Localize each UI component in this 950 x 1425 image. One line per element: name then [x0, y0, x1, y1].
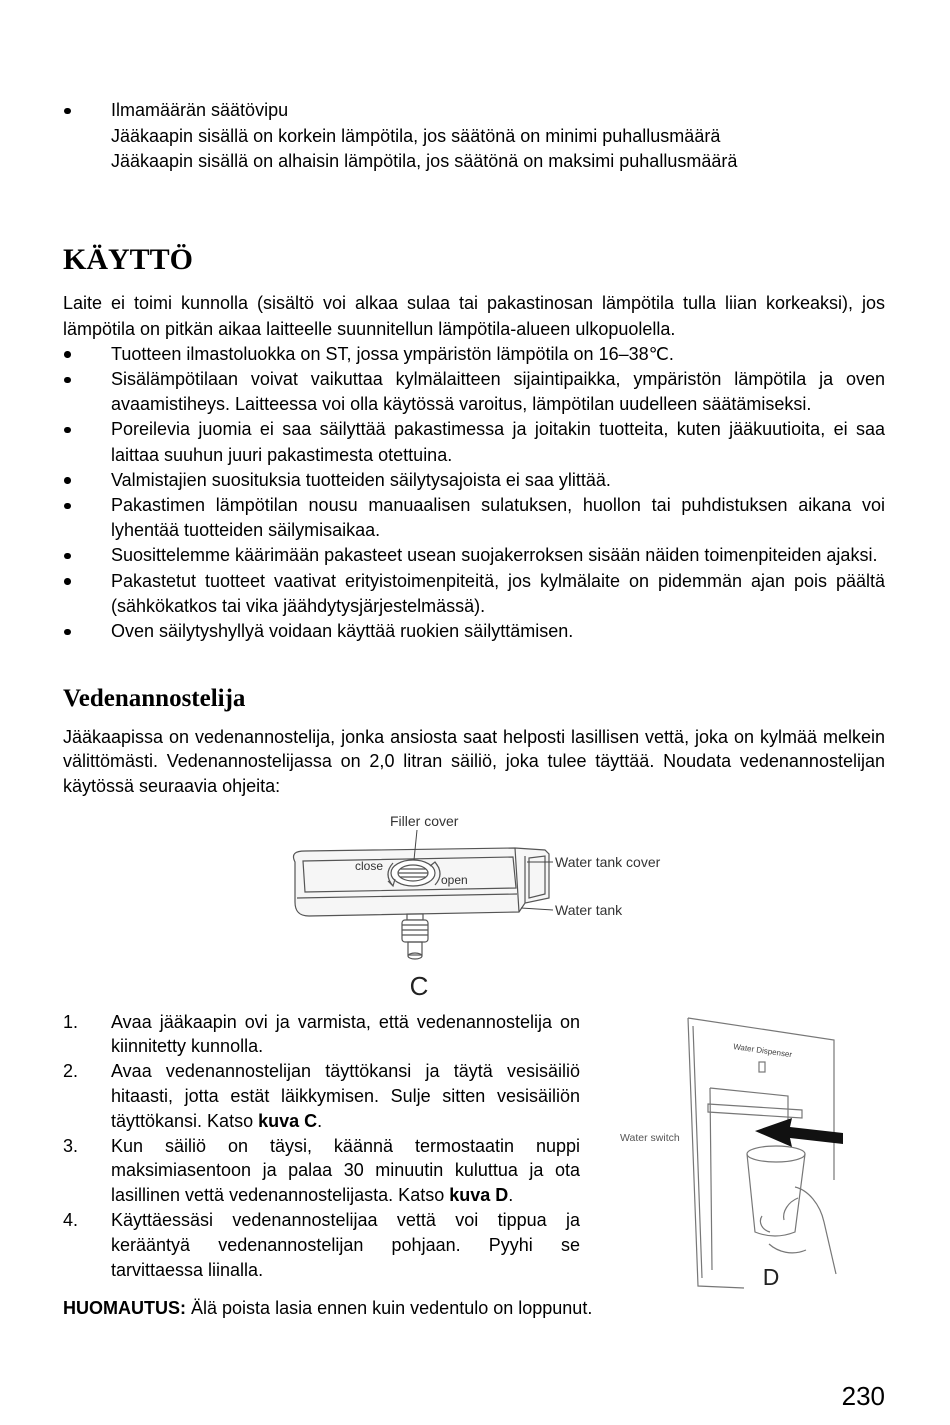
figure-c-caption: C	[409, 971, 429, 1001]
water-switch-label: Water switch	[620, 1132, 680, 1144]
bullet-subline: Jääkaapin sisällä on korkein lämpötila, jos säätönä on minimi puhallusmäärä	[111, 125, 721, 146]
usage-intro: Laite ei toimi kunnolla (sisältö voi alkaa sulaa tai pakastinosan lämpötila tulla liian korkeaksi), jos lämpötila on pitkän aikaa laitteelle suunnitellun lämpötila-alueen ulkopuolella.	[63, 293, 885, 339]
note-text: Älä poista lasia ennen kuin vedentulo on loppunut.	[191, 1297, 593, 1318]
bullet-text: Pakastimen lämpötilan nousu manuaalisen sulatuksen, huollon tai puhdistuksen aikana voi lyhentää tuotteiden säilymisaikaa.	[111, 495, 885, 541]
filler-cover-label: Filler cover	[390, 813, 459, 829]
open-label: open	[441, 873, 468, 887]
tank-cover-label: Water tank cover	[555, 854, 661, 870]
step-end: .	[317, 1110, 323, 1131]
bullet-text: Poreilevia juomia ei saa säilyttää pakastimessa ja joitakin tuotteita, kuten jääkuutioita, ei saa laittaa suuhun juuri pakastimesta otettuina.	[111, 419, 885, 465]
bullet-item	[63, 493, 885, 543]
figure-d-water-dispenser	[612, 1012, 852, 1297]
step-end: .	[508, 1185, 514, 1206]
bullet-text: Valmistajien suosituksia tuotteiden säilytysajoista ei saa ylittää.	[111, 469, 611, 490]
bullet-item	[63, 417, 885, 467]
bullet-text: Sisälämpötilaan voivat vaikuttaa kylmälaitteen sijaintipaikka, ympäristön lämpötila ja oven avaamistiheys. Laitteessa voi olla käytössä varoitus, lämpötilan uudelleen säätämiseksi.	[111, 369, 885, 415]
bullet-item	[63, 342, 885, 367]
bullet-dot	[64, 477, 71, 484]
bullet-title: Ilmamäärän säätövipu	[111, 100, 289, 121]
cup-icon	[747, 1146, 805, 1236]
dispenser-symbol-icon	[759, 1062, 765, 1072]
hand-icon	[760, 1187, 836, 1274]
bullet-dot	[64, 553, 71, 560]
step-number: 1.	[63, 1011, 79, 1032]
bullet-dot	[64, 578, 71, 585]
step-number: 4.	[63, 1209, 79, 1230]
bullet-text: Pakastetut tuotteet vaativat erityistoimenpiteitä, jos kylmälaite on pidemmän ajan pois päältä (sähkökatkos tai vika jäähdytysjärjestelmässä).	[111, 570, 885, 616]
bullet-item	[63, 543, 885, 568]
arrow-icon	[755, 1118, 843, 1147]
filler-cover-icon	[391, 860, 435, 886]
step-text: Käyttäessäsi vedenannostelijaa vettä voi tippua ja kerääntyä vedenannostelijan pohjaan. Pyyhi se tarvittaessa liinalla.	[111, 1209, 580, 1280]
bullet-dot	[64, 427, 71, 434]
tank-leader	[521, 908, 553, 910]
page-number: 230	[841, 1381, 885, 1411]
step-text: Kun säiliö on täysi, käännä termostaatin nuppi maksimiasentoon ja palaa 30 minuutin kuluttua ja ota lasillinen vettä vedenannostelijasta. Katso	[111, 1135, 580, 1206]
dispenser-steps	[63, 1010, 580, 1283]
step-item	[63, 1059, 580, 1133]
figure-reference: kuva D	[449, 1185, 509, 1206]
bullet-dot	[64, 108, 71, 115]
note	[63, 1296, 603, 1321]
figure-d-caption: D	[762, 1264, 780, 1290]
bullet-item	[63, 619, 885, 644]
step-number: 2.	[63, 1061, 79, 1082]
bullet-text: Oven säilytyshyllyä voidaan käyttää ruokien säilyttämisen.	[111, 621, 574, 642]
bullet-item	[63, 367, 885, 417]
section-heading: KÄYTTÖ	[63, 243, 194, 276]
bullet-text: Suosittelemme käärimään pakasteet usean suojakerroksen sisään näiden toimenpiteiden ajaksi.	[111, 545, 878, 566]
subsection-heading: Vedenannostelija	[63, 685, 246, 712]
bullet-dot	[64, 351, 71, 358]
bullet-item	[63, 98, 885, 174]
note-label: HUOMAUTUS:	[63, 1297, 186, 1318]
step-text: Avaa vedenannostelijan täyttökansi ja täytä vesisäiliö hitaasti, jotta estät läikkymisen. Sulje sitten vesisäiliön täyttökansi. Katso	[111, 1061, 580, 1131]
step-text: Avaa jääkaapin ovi ja varmista, että vedenannostelija on kiinnitetty kunnolla.	[111, 1011, 580, 1057]
step-item	[63, 1010, 580, 1060]
step-item	[63, 1208, 580, 1282]
air-control-bullet	[63, 98, 885, 174]
bullet-dot	[64, 503, 71, 510]
bullet-dot	[64, 629, 71, 636]
bullet-item	[63, 569, 885, 619]
bullet-text: Tuotteen ilmastoluokka on ST, jossa ympäristön lämpötila on 16–38℃.	[111, 343, 674, 364]
dispenser-intro: Jääkaapissa on vedenannostelija, jonka ansiosta saat helposti lasillisen vettä, joka on kylmää melkein välittömästi. Vedenannostelijassa on 2,0 litran säiliö, joka tulee täyttää. Noudata vedenannostelijan käytössä seuraavia ohjeita:	[63, 726, 885, 796]
bullet-dot	[64, 377, 71, 384]
usage-section	[63, 291, 885, 644]
figure-reference: kuva C	[258, 1110, 318, 1131]
tank-label: Water tank	[555, 902, 623, 918]
bullet-subline: Jääkaapin sisällä on alhaisin lämpötila, jos säätönä on maksimi puhallusmäärä	[111, 150, 738, 171]
bullet-item	[63, 468, 885, 493]
step-number: 3.	[63, 1135, 79, 1156]
figure-c-water-tank	[283, 806, 673, 1002]
step-item	[63, 1134, 580, 1208]
close-label: close	[355, 859, 384, 873]
door-panel	[688, 1018, 834, 1288]
dispenser-brand-label: Water Dispenser	[732, 1042, 793, 1060]
dispenser-intro-block	[63, 725, 885, 799]
valve-icon	[402, 914, 428, 959]
